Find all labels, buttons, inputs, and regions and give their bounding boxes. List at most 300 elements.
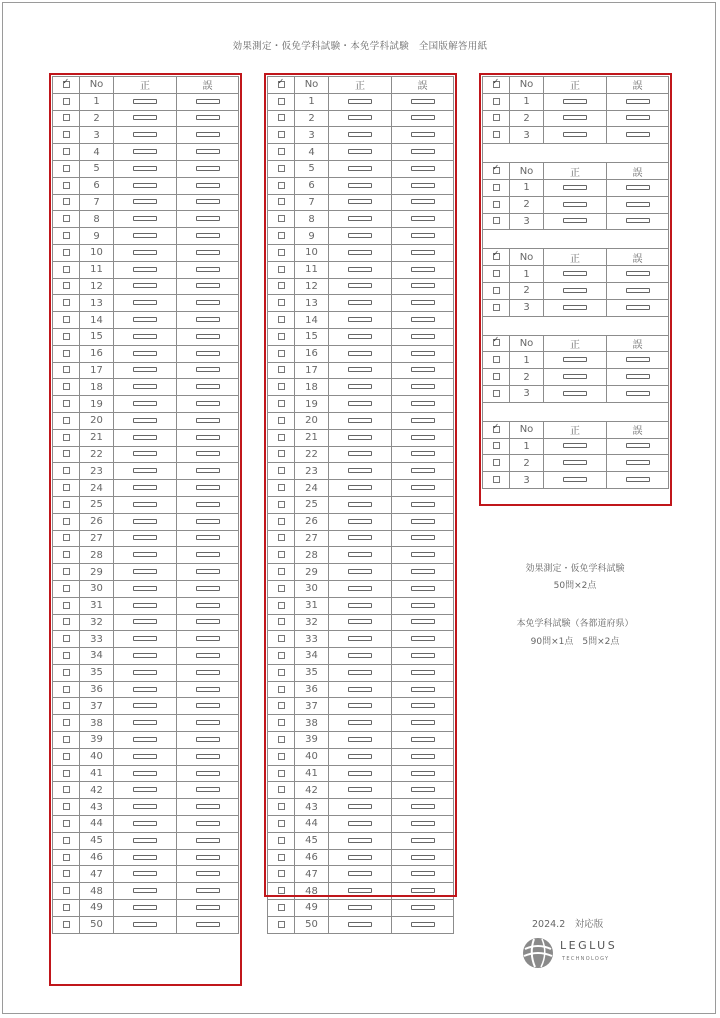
true-answer-bubble[interactable] [348, 687, 372, 692]
false-answer-bubble[interactable] [411, 754, 435, 759]
false-answer-bubble[interactable] [411, 334, 435, 339]
row-checkbox[interactable] [278, 467, 285, 474]
false-answer-bubble[interactable] [411, 888, 435, 893]
false-answer-bubble[interactable] [411, 519, 435, 524]
row-checkbox[interactable] [278, 652, 285, 659]
row-checkbox[interactable] [278, 887, 285, 894]
false-answer-bubble[interactable] [626, 218, 650, 223]
false-answer-bubble[interactable] [411, 233, 435, 238]
row-checkbox[interactable] [278, 165, 285, 172]
true-answer-bubble[interactable] [133, 401, 157, 406]
true-answer-bubble[interactable] [133, 485, 157, 490]
false-answer-bubble[interactable] [196, 149, 220, 154]
row-checkbox[interactable] [63, 450, 70, 457]
select-all-checkbox[interactable] [493, 426, 500, 433]
true-answer-bubble[interactable] [348, 451, 372, 456]
false-answer-bubble[interactable] [626, 115, 650, 120]
false-answer-bubble[interactable] [411, 132, 435, 137]
true-answer-bubble[interactable] [348, 216, 372, 221]
row-checkbox[interactable] [63, 518, 70, 525]
true-answer-bubble[interactable] [348, 334, 372, 339]
true-answer-bubble[interactable] [133, 804, 157, 809]
row-checkbox[interactable] [278, 366, 285, 373]
true-answer-bubble[interactable] [133, 552, 157, 557]
false-answer-bubble[interactable] [196, 250, 220, 255]
row-checkbox[interactable] [63, 114, 70, 121]
true-answer-bubble[interactable] [563, 288, 587, 293]
row-checkbox[interactable] [63, 770, 70, 777]
row-checkbox[interactable] [278, 114, 285, 121]
false-answer-bubble[interactable] [196, 535, 220, 540]
true-answer-bubble[interactable] [348, 166, 372, 171]
row-checkbox[interactable] [278, 198, 285, 205]
true-answer-bubble[interactable] [348, 317, 372, 322]
true-answer-bubble[interactable] [133, 199, 157, 204]
row-checkbox[interactable] [63, 736, 70, 743]
true-answer-bubble[interactable] [133, 855, 157, 860]
false-answer-bubble[interactable] [196, 519, 220, 524]
row-checkbox[interactable] [278, 484, 285, 491]
row-checkbox[interactable] [63, 198, 70, 205]
true-answer-bubble[interactable] [133, 132, 157, 137]
row-checkbox[interactable] [63, 148, 70, 155]
row-checkbox[interactable] [63, 786, 70, 793]
row-checkbox[interactable] [278, 686, 285, 693]
false-answer-bubble[interactable] [411, 603, 435, 608]
true-answer-bubble[interactable] [133, 267, 157, 272]
row-checkbox[interactable] [493, 184, 500, 191]
false-answer-bubble[interactable] [411, 871, 435, 876]
false-answer-bubble[interactable] [411, 418, 435, 423]
true-answer-bubble[interactable] [348, 670, 372, 675]
false-answer-bubble[interactable] [626, 374, 650, 379]
row-checkbox[interactable] [63, 635, 70, 642]
true-answer-bubble[interactable] [133, 283, 157, 288]
true-answer-bubble[interactable] [133, 468, 157, 473]
false-answer-bubble[interactable] [196, 855, 220, 860]
row-checkbox[interactable] [63, 98, 70, 105]
true-answer-bubble[interactable] [348, 468, 372, 473]
true-answer-bubble[interactable] [348, 401, 372, 406]
false-answer-bubble[interactable] [196, 687, 220, 692]
false-answer-bubble[interactable] [411, 855, 435, 860]
true-answer-bubble[interactable] [133, 737, 157, 742]
row-checkbox[interactable] [63, 602, 70, 609]
true-answer-bubble[interactable] [563, 477, 587, 482]
true-answer-bubble[interactable] [133, 334, 157, 339]
true-answer-bubble[interactable] [133, 519, 157, 524]
true-answer-bubble[interactable] [348, 619, 372, 624]
false-answer-bubble[interactable] [196, 771, 220, 776]
true-answer-bubble[interactable] [348, 435, 372, 440]
true-answer-bubble[interactable] [348, 283, 372, 288]
false-answer-bubble[interactable] [196, 351, 220, 356]
row-checkbox[interactable] [63, 702, 70, 709]
row-checkbox[interactable] [278, 837, 285, 844]
false-answer-bubble[interactable] [411, 804, 435, 809]
row-checkbox[interactable] [63, 249, 70, 256]
false-answer-bubble[interactable] [196, 418, 220, 423]
row-checkbox[interactable] [63, 333, 70, 340]
false-answer-bubble[interactable] [196, 603, 220, 608]
true-answer-bubble[interactable] [348, 569, 372, 574]
true-answer-bubble[interactable] [348, 351, 372, 356]
true-answer-bubble[interactable] [348, 183, 372, 188]
row-checkbox[interactable] [63, 417, 70, 424]
true-answer-bubble[interactable] [348, 586, 372, 591]
true-answer-bubble[interactable] [133, 149, 157, 154]
row-checkbox[interactable] [63, 921, 70, 928]
true-answer-bubble[interactable] [348, 149, 372, 154]
false-answer-bubble[interactable] [411, 687, 435, 692]
row-checkbox[interactable] [63, 753, 70, 760]
false-answer-bubble[interactable] [411, 922, 435, 927]
true-answer-bubble[interactable] [348, 502, 372, 507]
true-answer-bubble[interactable] [133, 787, 157, 792]
row-checkbox[interactable] [63, 854, 70, 861]
row-checkbox[interactable] [63, 686, 70, 693]
true-answer-bubble[interactable] [563, 357, 587, 362]
row-checkbox[interactable] [278, 417, 285, 424]
false-answer-bubble[interactable] [196, 216, 220, 221]
row-checkbox[interactable] [63, 551, 70, 558]
true-answer-bubble[interactable] [133, 603, 157, 608]
false-answer-bubble[interactable] [411, 552, 435, 557]
row-checkbox[interactable] [63, 266, 70, 273]
row-checkbox[interactable] [493, 287, 500, 294]
false-answer-bubble[interactable] [411, 199, 435, 204]
true-answer-bubble[interactable] [563, 185, 587, 190]
row-checkbox[interactable] [278, 534, 285, 541]
true-answer-bubble[interactable] [133, 367, 157, 372]
row-checkbox[interactable] [278, 753, 285, 760]
true-answer-bubble[interactable] [348, 485, 372, 490]
row-checkbox[interactable] [493, 114, 500, 121]
row-checkbox[interactable] [63, 484, 70, 491]
row-checkbox[interactable] [493, 476, 500, 483]
false-answer-bubble[interactable] [196, 653, 220, 658]
false-answer-bubble[interactable] [196, 468, 220, 473]
false-answer-bubble[interactable] [411, 502, 435, 507]
true-answer-bubble[interactable] [133, 569, 157, 574]
true-answer-bubble[interactable] [348, 771, 372, 776]
false-answer-bubble[interactable] [626, 305, 650, 310]
false-answer-bubble[interactable] [196, 569, 220, 574]
row-checkbox[interactable] [278, 232, 285, 239]
false-answer-bubble[interactable] [196, 132, 220, 137]
false-answer-bubble[interactable] [196, 636, 220, 641]
false-answer-bubble[interactable] [411, 300, 435, 305]
false-answer-bubble[interactable] [411, 351, 435, 356]
false-answer-bubble[interactable] [196, 670, 220, 675]
row-checkbox[interactable] [63, 131, 70, 138]
select-all-checkbox[interactable] [493, 339, 500, 346]
true-answer-bubble[interactable] [563, 391, 587, 396]
row-checkbox[interactable] [278, 803, 285, 810]
true-answer-bubble[interactable] [348, 233, 372, 238]
false-answer-bubble[interactable] [411, 183, 435, 188]
false-answer-bubble[interactable] [196, 199, 220, 204]
row-checkbox[interactable] [278, 266, 285, 273]
false-answer-bubble[interactable] [626, 132, 650, 137]
true-answer-bubble[interactable] [133, 502, 157, 507]
row-checkbox[interactable] [278, 618, 285, 625]
true-answer-bubble[interactable] [563, 443, 587, 448]
row-checkbox[interactable] [493, 304, 500, 311]
true-answer-bubble[interactable] [133, 183, 157, 188]
select-all-checkbox[interactable] [493, 167, 500, 174]
false-answer-bubble[interactable] [196, 787, 220, 792]
row-checkbox[interactable] [63, 232, 70, 239]
row-checkbox[interactable] [278, 400, 285, 407]
row-checkbox[interactable] [63, 400, 70, 407]
false-answer-bubble[interactable] [196, 838, 220, 843]
row-checkbox[interactable] [278, 602, 285, 609]
false-answer-bubble[interactable] [626, 443, 650, 448]
row-checkbox[interactable] [63, 383, 70, 390]
row-checkbox[interactable] [278, 450, 285, 457]
false-answer-bubble[interactable] [411, 905, 435, 910]
true-answer-bubble[interactable] [133, 166, 157, 171]
row-checkbox[interactable] [278, 434, 285, 441]
false-answer-bubble[interactable] [196, 619, 220, 624]
false-answer-bubble[interactable] [196, 300, 220, 305]
true-answer-bubble[interactable] [563, 305, 587, 310]
false-answer-bubble[interactable] [411, 384, 435, 389]
row-checkbox[interactable] [493, 390, 500, 397]
true-answer-bubble[interactable] [133, 250, 157, 255]
false-answer-bubble[interactable] [626, 357, 650, 362]
true-answer-bubble[interactable] [348, 905, 372, 910]
row-checkbox[interactable] [63, 467, 70, 474]
row-checkbox[interactable] [278, 870, 285, 877]
row-checkbox[interactable] [278, 635, 285, 642]
row-checkbox[interactable] [493, 442, 500, 449]
select-all-checkbox[interactable] [63, 81, 70, 88]
row-checkbox[interactable] [63, 803, 70, 810]
false-answer-bubble[interactable] [196, 367, 220, 372]
false-answer-bubble[interactable] [196, 451, 220, 456]
true-answer-bubble[interactable] [348, 804, 372, 809]
select-all-checkbox[interactable] [278, 81, 285, 88]
row-checkbox[interactable] [278, 736, 285, 743]
true-answer-bubble[interactable] [348, 418, 372, 423]
row-checkbox[interactable] [63, 669, 70, 676]
false-answer-bubble[interactable] [411, 670, 435, 675]
true-answer-bubble[interactable] [563, 99, 587, 104]
false-answer-bubble[interactable] [196, 922, 220, 927]
row-checkbox[interactable] [63, 534, 70, 541]
true-answer-bubble[interactable] [348, 367, 372, 372]
row-checkbox[interactable] [278, 249, 285, 256]
true-answer-bubble[interactable] [133, 771, 157, 776]
false-answer-bubble[interactable] [411, 367, 435, 372]
false-answer-bubble[interactable] [411, 468, 435, 473]
false-answer-bubble[interactable] [196, 720, 220, 725]
false-answer-bubble[interactable] [411, 216, 435, 221]
true-answer-bubble[interactable] [133, 905, 157, 910]
row-checkbox[interactable] [278, 702, 285, 709]
false-answer-bubble[interactable] [196, 283, 220, 288]
true-answer-bubble[interactable] [133, 653, 157, 658]
true-answer-bubble[interactable] [348, 922, 372, 927]
row-checkbox[interactable] [63, 316, 70, 323]
true-answer-bubble[interactable] [133, 619, 157, 624]
false-answer-bubble[interactable] [196, 485, 220, 490]
false-answer-bubble[interactable] [411, 535, 435, 540]
row-checkbox[interactable] [278, 770, 285, 777]
row-checkbox[interactable] [493, 201, 500, 208]
false-answer-bubble[interactable] [411, 720, 435, 725]
row-checkbox[interactable] [278, 551, 285, 558]
true-answer-bubble[interactable] [348, 99, 372, 104]
row-checkbox[interactable] [63, 820, 70, 827]
row-checkbox[interactable] [278, 316, 285, 323]
false-answer-bubble[interactable] [411, 267, 435, 272]
row-checkbox[interactable] [63, 837, 70, 844]
row-checkbox[interactable] [278, 669, 285, 676]
row-checkbox[interactable] [63, 719, 70, 726]
false-answer-bubble[interactable] [411, 401, 435, 406]
true-answer-bubble[interactable] [133, 703, 157, 708]
true-answer-bubble[interactable] [133, 99, 157, 104]
row-checkbox[interactable] [63, 870, 70, 877]
false-answer-bubble[interactable] [411, 250, 435, 255]
false-answer-bubble[interactable] [411, 317, 435, 322]
true-answer-bubble[interactable] [348, 821, 372, 826]
row-checkbox[interactable] [278, 299, 285, 306]
false-answer-bubble[interactable] [411, 435, 435, 440]
true-answer-bubble[interactable] [133, 838, 157, 843]
row-checkbox[interactable] [278, 585, 285, 592]
false-answer-bubble[interactable] [626, 288, 650, 293]
false-answer-bubble[interactable] [196, 334, 220, 339]
true-answer-bubble[interactable] [133, 317, 157, 322]
false-answer-bubble[interactable] [411, 787, 435, 792]
true-answer-bubble[interactable] [563, 374, 587, 379]
true-answer-bubble[interactable] [563, 218, 587, 223]
row-checkbox[interactable] [278, 350, 285, 357]
row-checkbox[interactable] [278, 921, 285, 928]
row-checkbox[interactable] [278, 854, 285, 861]
true-answer-bubble[interactable] [133, 435, 157, 440]
false-answer-bubble[interactable] [411, 619, 435, 624]
false-answer-bubble[interactable] [196, 888, 220, 893]
true-answer-bubble[interactable] [348, 199, 372, 204]
row-checkbox[interactable] [278, 148, 285, 155]
select-all-checkbox[interactable] [493, 253, 500, 260]
true-answer-bubble[interactable] [133, 636, 157, 641]
row-checkbox[interactable] [278, 182, 285, 189]
row-checkbox[interactable] [63, 350, 70, 357]
row-checkbox[interactable] [278, 820, 285, 827]
true-answer-bubble[interactable] [348, 519, 372, 524]
true-answer-bubble[interactable] [133, 351, 157, 356]
row-checkbox[interactable] [278, 568, 285, 575]
false-answer-bubble[interactable] [411, 283, 435, 288]
true-answer-bubble[interactable] [133, 871, 157, 876]
false-answer-bubble[interactable] [196, 703, 220, 708]
false-answer-bubble[interactable] [626, 477, 650, 482]
true-answer-bubble[interactable] [133, 922, 157, 927]
false-answer-bubble[interactable] [626, 202, 650, 207]
false-answer-bubble[interactable] [411, 569, 435, 574]
true-answer-bubble[interactable] [348, 888, 372, 893]
row-checkbox[interactable] [278, 282, 285, 289]
false-answer-bubble[interactable] [196, 871, 220, 876]
false-answer-bubble[interactable] [196, 183, 220, 188]
row-checkbox[interactable] [63, 501, 70, 508]
row-checkbox[interactable] [278, 215, 285, 222]
row-checkbox[interactable] [63, 215, 70, 222]
false-answer-bubble[interactable] [626, 460, 650, 465]
true-answer-bubble[interactable] [348, 838, 372, 843]
row-checkbox[interactable] [278, 904, 285, 911]
false-answer-bubble[interactable] [626, 99, 650, 104]
false-answer-bubble[interactable] [196, 821, 220, 826]
false-answer-bubble[interactable] [196, 99, 220, 104]
true-answer-bubble[interactable] [133, 670, 157, 675]
true-answer-bubble[interactable] [563, 460, 587, 465]
false-answer-bubble[interactable] [626, 185, 650, 190]
row-checkbox[interactable] [278, 383, 285, 390]
row-checkbox[interactable] [493, 373, 500, 380]
true-answer-bubble[interactable] [133, 821, 157, 826]
false-answer-bubble[interactable] [196, 115, 220, 120]
false-answer-bubble[interactable] [196, 552, 220, 557]
false-answer-bubble[interactable] [626, 271, 650, 276]
true-answer-bubble[interactable] [563, 202, 587, 207]
row-checkbox[interactable] [63, 434, 70, 441]
true-answer-bubble[interactable] [348, 855, 372, 860]
false-answer-bubble[interactable] [196, 804, 220, 809]
true-answer-bubble[interactable] [563, 132, 587, 137]
row-checkbox[interactable] [493, 217, 500, 224]
row-checkbox[interactable] [63, 282, 70, 289]
false-answer-bubble[interactable] [411, 771, 435, 776]
row-checkbox[interactable] [63, 299, 70, 306]
true-answer-bubble[interactable] [348, 552, 372, 557]
false-answer-bubble[interactable] [196, 586, 220, 591]
false-answer-bubble[interactable] [196, 267, 220, 272]
false-answer-bubble[interactable] [196, 401, 220, 406]
true-answer-bubble[interactable] [348, 300, 372, 305]
false-answer-bubble[interactable] [196, 435, 220, 440]
true-answer-bubble[interactable] [348, 720, 372, 725]
row-checkbox[interactable] [63, 585, 70, 592]
false-answer-bubble[interactable] [411, 838, 435, 843]
true-answer-bubble[interactable] [133, 384, 157, 389]
true-answer-bubble[interactable] [348, 535, 372, 540]
false-answer-bubble[interactable] [411, 99, 435, 104]
false-answer-bubble[interactable] [411, 451, 435, 456]
true-answer-bubble[interactable] [348, 250, 372, 255]
true-answer-bubble[interactable] [348, 603, 372, 608]
true-answer-bubble[interactable] [348, 636, 372, 641]
row-checkbox[interactable] [278, 518, 285, 525]
row-checkbox[interactable] [63, 165, 70, 172]
true-answer-bubble[interactable] [348, 703, 372, 708]
true-answer-bubble[interactable] [133, 418, 157, 423]
row-checkbox[interactable] [493, 98, 500, 105]
row-checkbox[interactable] [63, 182, 70, 189]
row-checkbox[interactable] [63, 887, 70, 894]
false-answer-bubble[interactable] [411, 485, 435, 490]
false-answer-bubble[interactable] [411, 636, 435, 641]
true-answer-bubble[interactable] [348, 754, 372, 759]
false-answer-bubble[interactable] [196, 737, 220, 742]
row-checkbox[interactable] [63, 618, 70, 625]
